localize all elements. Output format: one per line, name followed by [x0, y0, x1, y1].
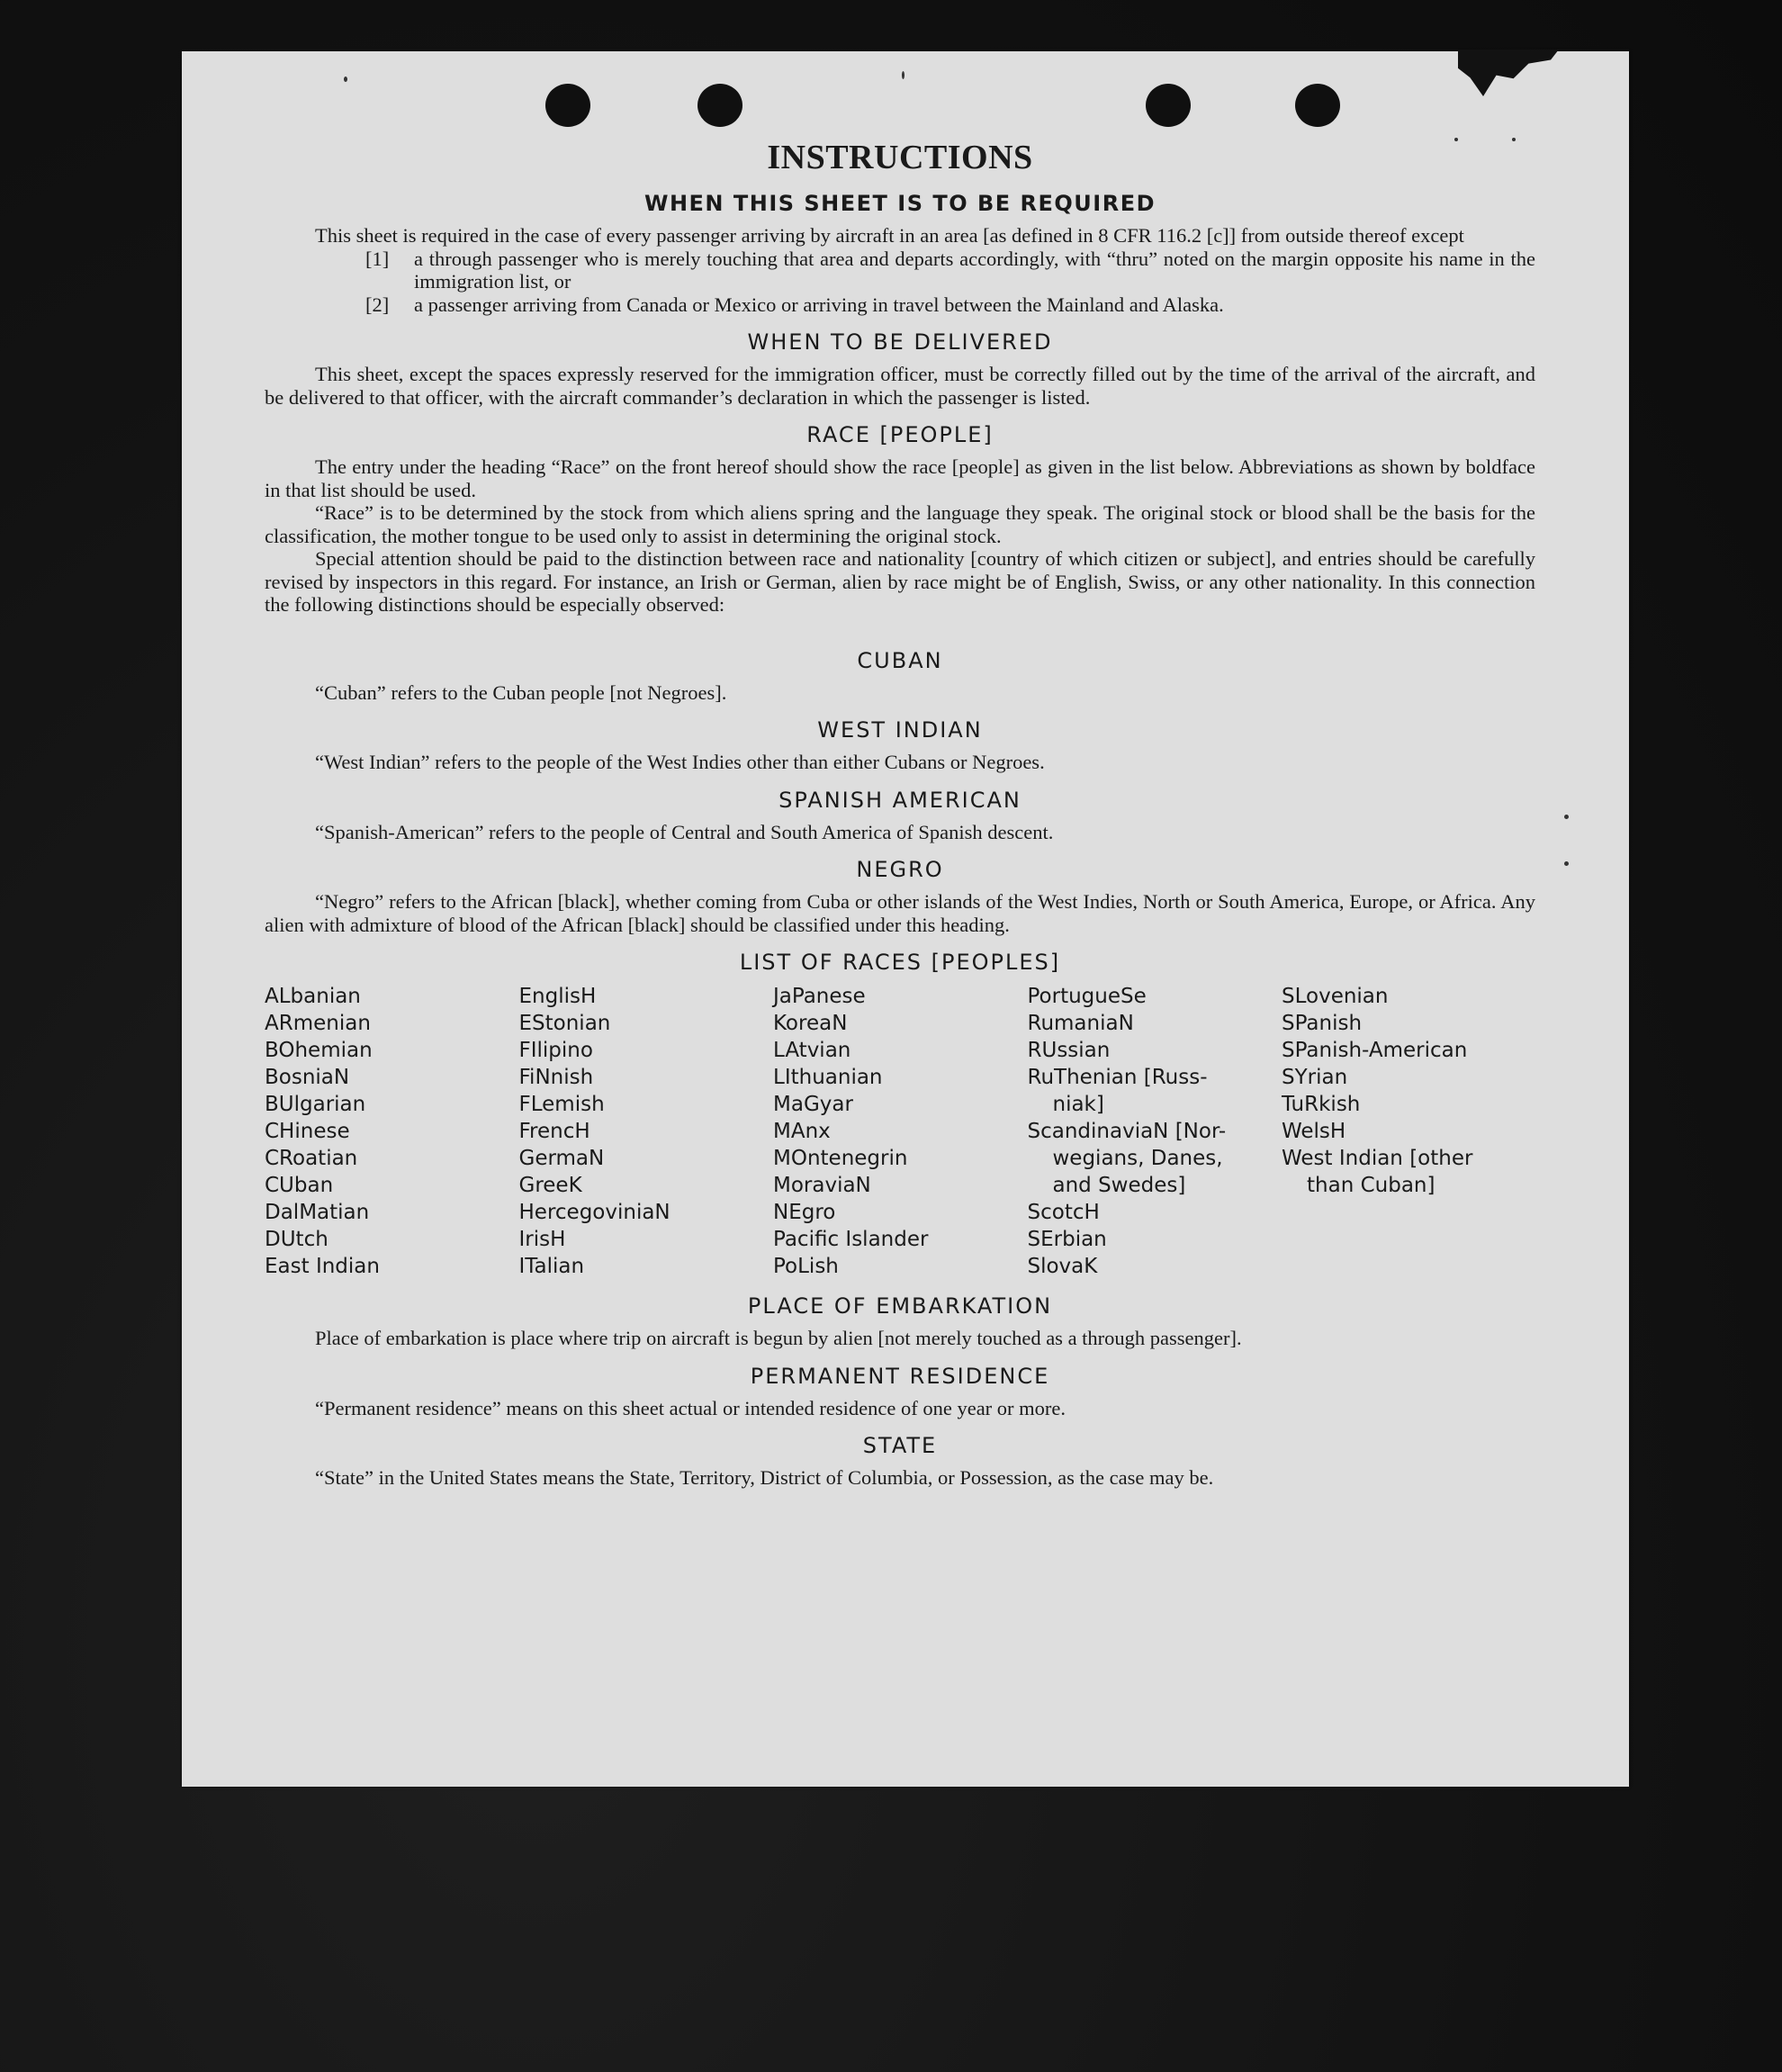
heading-spanish-american: SPANISH AMERICAN: [778, 787, 1022, 813]
race-entry: SlovaK: [1027, 1255, 1098, 1278]
race-entry: CHinese: [265, 1120, 350, 1143]
heading-race: RACE [PEOPLE]: [806, 422, 994, 447]
race-entry: SPanish: [1282, 1012, 1363, 1035]
race-entry: PoLish: [773, 1255, 839, 1278]
race-entry: MOntenegrin: [773, 1147, 908, 1170]
races-column-1: [265, 983, 518, 1280]
heading-state: STATE: [862, 1433, 938, 1458]
race-entry: CRoatian: [265, 1147, 358, 1170]
race-entry: BosniaN: [265, 1066, 350, 1089]
race-entry: RumaniaN: [1027, 1012, 1134, 1035]
torn-corner: [1458, 50, 1559, 96]
list-item: [265, 248, 1535, 293]
race-entry: ARmenian: [265, 1012, 371, 1035]
race-entry: Pacific Islander: [773, 1228, 929, 1251]
speck: [344, 77, 347, 82]
cuban-body: “Cuban” refers to the Cuban people [not Negroes].: [315, 680, 727, 704]
punch-hole: [1295, 84, 1340, 127]
race-entry: MaGyar: [773, 1093, 853, 1116]
race-entry: FiNnish: [518, 1066, 594, 1089]
race-entry: LAtvian: [773, 1039, 851, 1062]
race-entry: FrencH: [518, 1120, 590, 1143]
race-entry-continued: wegians, Danes,: [1052, 1147, 1223, 1170]
race-entry: ITalian: [518, 1255, 585, 1278]
race-entry: RUssian: [1027, 1039, 1111, 1062]
races-list: [265, 983, 1535, 1280]
heading-list-of-races: LIST OF RACES [PEOPLES]: [739, 950, 1061, 975]
race-entry: DUtch: [265, 1228, 328, 1251]
punch-hole: [545, 84, 590, 127]
negro-body: “Negro” refers to the African [black], whether coming from Cuba or other islands of the West Indies, North or South America, Europe, or Africa. Any alien with admixture of blood of the African [black] should be classified under this heading.: [265, 890, 1535, 936]
race-entry: EStonian: [518, 1012, 611, 1035]
instructions-content: [265, 138, 1535, 1490]
item-number: [2]: [365, 293, 390, 316]
heading-west-indian: WEST INDIAN: [817, 717, 983, 743]
race-entry: KoreaN: [773, 1012, 848, 1035]
race-entry: CUban: [265, 1174, 334, 1197]
residence-body: “Permanent residence” means on this sheet actual or intended residence of one year or more.: [315, 1396, 1066, 1419]
race-entry: ScandinaviaN [Nor-: [1027, 1120, 1227, 1143]
speck: [902, 71, 904, 79]
list-item: [265, 293, 1535, 317]
race-entry-continued: niak]: [1052, 1093, 1104, 1116]
race-entry: BUlgarian: [265, 1093, 366, 1116]
race-entry: NEgro: [773, 1201, 836, 1224]
races-column-4: [1028, 983, 1282, 1280]
race-entry: RuThenian [Russ-: [1027, 1066, 1208, 1089]
state-body: “State” in the United States means the State, Territory, District of Columbia, or Possession, as the case may be.: [315, 1466, 1214, 1489]
race-entry-continued: and Swedes]: [1052, 1174, 1186, 1197]
punch-hole: [698, 84, 742, 127]
heading-negro: NEGRO: [856, 857, 944, 882]
race-paragraph-3: Special attention should be paid to the distinction between race and nationality [country of which citizen or subject], and entries should be carefully revised by inspectors in this regard. For instance, an Irish or German, alien by race might be of English, Swiss, or any other nationality. In this connection the following distinctions should be especially observed:: [265, 547, 1535, 616]
race-entry: West Indian [other: [1282, 1147, 1473, 1170]
race-entry: PortugueSe: [1027, 985, 1147, 1008]
page-title: INSTRUCTIONS: [767, 139, 1033, 176]
races-column-2: [519, 983, 773, 1280]
race-entry: LIthuanian: [773, 1066, 883, 1089]
race-entry: TuRkish: [1282, 1093, 1361, 1116]
heading-required: WHEN THIS SHEET IS TO BE REQUIRED: [644, 191, 1156, 216]
race-entry: IrisH: [518, 1228, 566, 1251]
race-entry: FIlipino: [518, 1039, 593, 1062]
race-paragraph-2: “Race” is to be determined by the stock from which aliens spring and the language they speak. The original stock or blood shall be the basis for the classification, the mother tongue to be used only to assist in determining the original stock.: [265, 501, 1535, 547]
race-entry: ALbanian: [265, 985, 361, 1008]
item-number: [1]: [365, 247, 390, 270]
spanish-american-body: “Spanish-American” refers to the people of Central and South America of Spanish descent.: [315, 820, 1054, 843]
race-entry: WelsH: [1282, 1120, 1346, 1143]
punch-hole: [1146, 84, 1191, 127]
race-entry: ScotcH: [1027, 1201, 1100, 1224]
race-entry: HercegoviniaN: [518, 1201, 670, 1224]
heading-embarkation: PLACE OF EMBARKATION: [747, 1293, 1053, 1319]
document-page: [182, 51, 1629, 1787]
speck: [1564, 815, 1569, 819]
race-entry: DalMatian: [265, 1201, 370, 1224]
races-column-5: [1282, 983, 1535, 1280]
race-entry: GermaN: [518, 1147, 605, 1170]
delivered-body: This sheet, except the spaces expressly reserved for the immigration officer, must be correctly filled out by the time of the arrival of the aircraft, and be delivered to that officer, with the aircraft commander’s declaration in which the passenger is listed.: [265, 363, 1535, 409]
race-entry: MAnx: [773, 1120, 831, 1143]
race-entry: MoraviaN: [773, 1174, 871, 1197]
embarkation-body: Place of embarkation is place where trip on aircraft is begun by alien [not merely touched as a through passenger].: [315, 1327, 1242, 1349]
speck: [1564, 861, 1569, 866]
race-entry: SErbian: [1027, 1228, 1107, 1251]
race-entry: SPanish-American: [1282, 1039, 1468, 1062]
race-entry: BOhemian: [265, 1039, 373, 1062]
race-entry-continued: than Cuban]: [1307, 1174, 1436, 1197]
required-body: This sheet is required in the case of every passenger arriving by aircraft in an area [as defined in 8 CFR 116.2 [c]] from outside thereof except: [315, 224, 1464, 247]
race-entry: JaPanese: [773, 985, 866, 1008]
item-text: a through passenger who is merely touching that area and departs accordingly, with “thru” noted on the margin opposite his name in the immigration list, or: [414, 247, 1535, 293]
west-indian-body: “West Indian” refers to the people of the West Indies other than either Cubans or Negroes.: [315, 751, 1045, 773]
race-entry: SLovenian: [1282, 985, 1389, 1008]
races-column-3: [773, 983, 1027, 1280]
race-paragraph-1: The entry under the heading “Race” on the front hereof should show the race [people] as given in the list below. Abbreviations as shown by boldface in that list should be used.: [265, 455, 1535, 501]
race-entry: EnglisH: [518, 985, 597, 1008]
heading-delivered: WHEN TO BE DELIVERED: [747, 329, 1053, 355]
race-entry: SYrian: [1282, 1066, 1348, 1089]
heading-cuban: CUBAN: [857, 647, 943, 673]
race-entry: East Indian: [265, 1255, 380, 1278]
race-entry: FLemish: [518, 1093, 605, 1116]
item-text: a passenger arriving from Canada or Mexico or arriving in travel between the Mainland and Alaska.: [414, 293, 1224, 316]
heading-permanent-residence: PERMANENT RESIDENCE: [750, 1363, 1050, 1389]
race-entry: GreeK: [518, 1174, 582, 1197]
